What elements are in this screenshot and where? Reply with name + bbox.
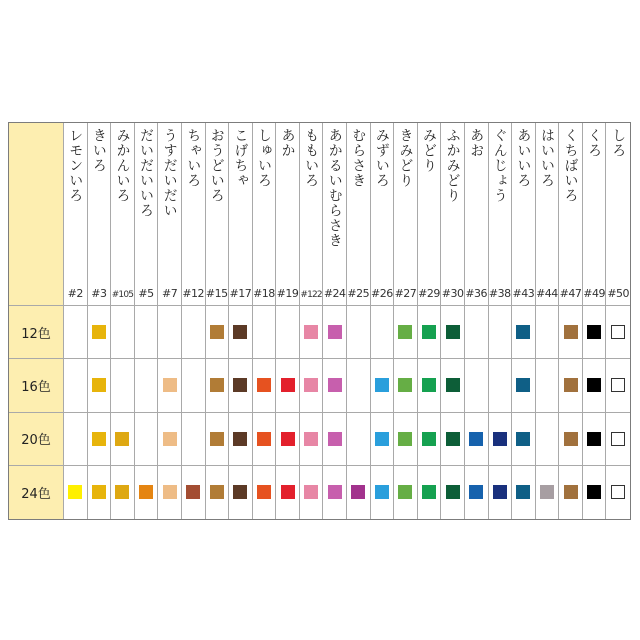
availability-cell: [559, 413, 583, 466]
color-number-label: #105: [111, 290, 134, 300]
availability-cell: [583, 306, 607, 359]
availability-cell: [347, 306, 371, 359]
color-header: [229, 123, 253, 306]
availability-cell: [606, 359, 630, 412]
color-number-label: #24: [323, 287, 346, 300]
availability-cell: [253, 306, 277, 359]
color-name-label: レモンいろ: [67, 128, 84, 203]
color-number-label: #50: [607, 287, 630, 300]
availability-cell: [206, 359, 230, 412]
color-swatch: [422, 325, 436, 339]
availability-cell: [606, 306, 630, 359]
availability-cell: [465, 413, 489, 466]
availability-cell: [88, 359, 112, 412]
availability-cell: [158, 466, 182, 519]
color-swatch: [422, 432, 436, 446]
color-swatch: [328, 485, 342, 499]
color-header: [88, 123, 112, 306]
color-swatch: [257, 432, 271, 446]
availability-cell: [536, 466, 560, 519]
availability-cell: [182, 359, 206, 412]
availability-cell: [583, 359, 607, 412]
color-swatch: [210, 378, 224, 392]
availability-cell: [394, 306, 418, 359]
availability-cell: [418, 359, 442, 412]
color-swatch: [564, 432, 578, 446]
set-size-label: 24色: [9, 466, 64, 519]
chart-grid: [9, 123, 630, 519]
availability-cell: [489, 359, 513, 412]
color-swatch: [587, 432, 601, 446]
availability-cell: [536, 306, 560, 359]
availability-cell: [441, 466, 465, 519]
availability-cell: [206, 413, 230, 466]
color-number-label: #2: [67, 287, 83, 300]
availability-cell: [512, 359, 536, 412]
color-header: [371, 123, 395, 306]
color-swatch: [375, 432, 389, 446]
color-swatch: [210, 485, 224, 499]
color-name-label: きいろ: [90, 128, 107, 173]
color-name-label: みどり: [421, 128, 438, 173]
availability-cell: [88, 413, 112, 466]
availability-cell: [88, 466, 112, 519]
color-swatch: [233, 485, 247, 499]
color-header: [418, 123, 442, 306]
corner-cell: [9, 123, 64, 306]
color-swatch: [611, 432, 625, 446]
availability-cell: [64, 466, 88, 519]
color-swatch: [281, 378, 295, 392]
color-swatch: [398, 378, 412, 392]
color-swatch: [493, 432, 507, 446]
availability-cell: [323, 413, 347, 466]
color-header: [465, 123, 489, 306]
color-name-label: しゅいろ: [255, 128, 272, 188]
availability-cell: [111, 413, 135, 466]
color-swatch: [328, 378, 342, 392]
color-swatch: [92, 325, 106, 339]
color-swatch: [328, 325, 342, 339]
color-swatch: [233, 432, 247, 446]
availability-cell: [253, 359, 277, 412]
color-number-label: #17: [229, 287, 252, 300]
color-swatch: [516, 325, 530, 339]
color-number-label: #12: [182, 287, 205, 300]
availability-cell: [64, 413, 88, 466]
color-swatch: [611, 378, 625, 392]
availability-cell: [536, 359, 560, 412]
color-number-label: #15: [205, 287, 228, 300]
color-swatch: [92, 432, 106, 446]
color-swatch: [446, 432, 460, 446]
color-name-label: おうどいろ: [208, 128, 225, 203]
color-header: [583, 123, 607, 306]
color-header: [64, 123, 88, 306]
color-swatch: [163, 485, 177, 499]
availability-cell: [465, 306, 489, 359]
color-swatch: [257, 485, 271, 499]
color-swatch: [351, 485, 365, 499]
color-swatch: [398, 485, 412, 499]
color-swatch: [92, 378, 106, 392]
color-swatch: [611, 485, 625, 499]
color-number-label: #49: [583, 287, 605, 300]
availability-cell: [512, 413, 536, 466]
availability-cell: [371, 306, 395, 359]
color-swatch: [115, 485, 129, 499]
availability-cell: [182, 466, 206, 519]
color-swatch: [564, 485, 578, 499]
set-size-label: 20色: [9, 413, 64, 466]
color-swatch: [611, 325, 625, 339]
availability-cell: [489, 306, 513, 359]
color-swatch: [186, 485, 200, 499]
availability-cell: [418, 466, 442, 519]
color-header: [536, 123, 560, 306]
availability-cell: [465, 466, 489, 519]
color-swatch: [210, 325, 224, 339]
color-name-label: はいいろ: [538, 128, 555, 188]
availability-cell: [111, 359, 135, 412]
color-swatch: [304, 485, 318, 499]
availability-cell: [253, 413, 277, 466]
color-header: [489, 123, 513, 306]
availability-cell: [111, 466, 135, 519]
color-header: [111, 123, 135, 306]
color-swatch: [587, 485, 601, 499]
color-name-label: だいだいいろ: [138, 128, 155, 218]
color-name-label: あか: [279, 128, 296, 158]
color-swatch: [398, 432, 412, 446]
color-swatch: [516, 485, 530, 499]
color-number-label: #18: [253, 287, 275, 300]
color-name-label: あお: [468, 128, 485, 158]
color-header: [512, 123, 536, 306]
color-swatch: [375, 378, 389, 392]
availability-cell: [418, 306, 442, 359]
color-swatch: [516, 432, 530, 446]
availability-cell: [606, 466, 630, 519]
availability-cell: [394, 359, 418, 412]
color-swatch: [210, 432, 224, 446]
availability-cell: [276, 359, 300, 412]
availability-cell: [253, 466, 277, 519]
color-number-label: #36: [465, 287, 488, 300]
availability-cell: [229, 359, 253, 412]
availability-cell: [394, 413, 418, 466]
color-header: [300, 123, 324, 306]
availability-cell: [559, 306, 583, 359]
color-swatch: [328, 432, 342, 446]
color-swatch: [540, 485, 554, 499]
availability-cell: [371, 359, 395, 412]
color-number-label: #47: [559, 287, 582, 300]
availability-cell: [300, 359, 324, 412]
color-name-label: ふかみどり: [444, 128, 461, 203]
availability-cell: [559, 359, 583, 412]
availability-cell: [583, 466, 607, 519]
color-name-label: くろ: [586, 128, 603, 158]
color-name-label: うすだいだい: [161, 128, 178, 218]
color-swatch: [92, 485, 106, 499]
color-number-label: #27: [394, 287, 417, 300]
color-header: [206, 123, 230, 306]
availability-cell: [206, 306, 230, 359]
color-swatch: [281, 432, 295, 446]
availability-cell: [276, 466, 300, 519]
color-name-label: むらさき: [350, 128, 367, 188]
color-number-label: #29: [418, 287, 440, 300]
color-number-label: #5: [138, 287, 154, 300]
color-swatch: [304, 432, 318, 446]
color-header: [559, 123, 583, 306]
color-name-label: ももいろ: [303, 128, 320, 188]
color-number-label: #26: [371, 287, 393, 300]
availability-cell: [88, 306, 112, 359]
color-name-label: ちゃいろ: [185, 128, 202, 188]
availability-cell: [182, 306, 206, 359]
availability-cell: [489, 413, 513, 466]
availability-cell: [64, 306, 88, 359]
availability-cell: [559, 466, 583, 519]
color-swatch: [68, 485, 82, 499]
color-swatch: [163, 378, 177, 392]
availability-cell: [371, 466, 395, 519]
color-swatch: [469, 485, 483, 499]
availability-cell: [135, 359, 159, 412]
color-number-label: #25: [347, 287, 370, 300]
availability-cell: [182, 413, 206, 466]
color-name-label: きみどり: [397, 128, 414, 188]
color-name-label: あかるいむらさき: [326, 128, 343, 248]
color-swatch: [422, 485, 436, 499]
color-number-label: #30: [441, 287, 464, 300]
color-header: [182, 123, 206, 306]
color-swatch: [446, 378, 460, 392]
color-number-label: #3: [91, 287, 107, 300]
set-size-label: 12色: [9, 306, 64, 359]
availability-cell: [583, 413, 607, 466]
color-header: [606, 123, 630, 306]
color-swatch: [493, 485, 507, 499]
availability-cell: [229, 306, 253, 359]
color-swatch: [564, 378, 578, 392]
color-swatch: [304, 378, 318, 392]
set-size-label: 16色: [9, 359, 64, 412]
availability-cell: [441, 413, 465, 466]
availability-cell: [229, 466, 253, 519]
availability-cell: [300, 413, 324, 466]
availability-cell: [158, 359, 182, 412]
color-name-label: しろ: [610, 128, 627, 158]
availability-cell: [323, 466, 347, 519]
availability-cell: [300, 466, 324, 519]
color-number-label: #7: [162, 287, 178, 300]
color-swatch: [375, 485, 389, 499]
availability-cell: [418, 413, 442, 466]
color-name-label: こげちゃ: [232, 128, 249, 188]
availability-cell: [135, 466, 159, 519]
color-swatch: [469, 432, 483, 446]
color-number-label: #38: [488, 287, 511, 300]
availability-cell: [465, 359, 489, 412]
color-swatch: [422, 378, 436, 392]
color-swatch: [587, 378, 601, 392]
color-swatch: [139, 485, 153, 499]
color-name-label: あいいろ: [515, 128, 532, 188]
color-name-label: ぐんじょう: [491, 128, 508, 203]
availability-cell: [606, 413, 630, 466]
availability-cell: [394, 466, 418, 519]
color-swatch: [398, 325, 412, 339]
color-name-label: みかんいろ: [114, 128, 131, 203]
availability-cell: [347, 466, 371, 519]
color-number-label: #122: [300, 290, 322, 300]
availability-cell: [536, 413, 560, 466]
color-number-label: #19: [276, 287, 299, 300]
color-swatch: [446, 325, 460, 339]
color-number-label: #43: [512, 287, 535, 300]
availability-cell: [111, 306, 135, 359]
availability-cell: [323, 359, 347, 412]
availability-cell: [276, 413, 300, 466]
color-number-label: #44: [536, 287, 558, 300]
color-header: [158, 123, 182, 306]
color-swatch: [446, 485, 460, 499]
color-header: [441, 123, 465, 306]
color-header: [347, 123, 371, 306]
availability-cell: [158, 413, 182, 466]
availability-cell: [300, 306, 324, 359]
color-name-label: くちばいろ: [562, 128, 579, 203]
color-header: [135, 123, 159, 306]
availability-cell: [441, 306, 465, 359]
color-availability-chart: [8, 122, 631, 520]
color-header: [323, 123, 347, 306]
color-swatch: [233, 325, 247, 339]
availability-cell: [371, 413, 395, 466]
color-swatch: [516, 378, 530, 392]
color-swatch: [304, 325, 318, 339]
color-header: [253, 123, 277, 306]
availability-cell: [135, 413, 159, 466]
availability-cell: [323, 306, 347, 359]
color-swatch: [281, 485, 295, 499]
availability-cell: [276, 306, 300, 359]
color-name-label: みずいろ: [373, 128, 390, 188]
color-header: [276, 123, 300, 306]
color-header: [394, 123, 418, 306]
availability-cell: [512, 466, 536, 519]
availability-cell: [489, 466, 513, 519]
color-swatch: [115, 432, 129, 446]
availability-cell: [347, 413, 371, 466]
color-swatch: [233, 378, 247, 392]
availability-cell: [229, 413, 253, 466]
availability-cell: [347, 359, 371, 412]
availability-cell: [158, 306, 182, 359]
availability-cell: [441, 359, 465, 412]
availability-cell: [135, 306, 159, 359]
availability-cell: [64, 359, 88, 412]
availability-cell: [206, 466, 230, 519]
color-swatch: [257, 378, 271, 392]
availability-cell: [512, 306, 536, 359]
color-swatch: [564, 325, 578, 339]
color-swatch: [163, 432, 177, 446]
color-swatch: [587, 325, 601, 339]
